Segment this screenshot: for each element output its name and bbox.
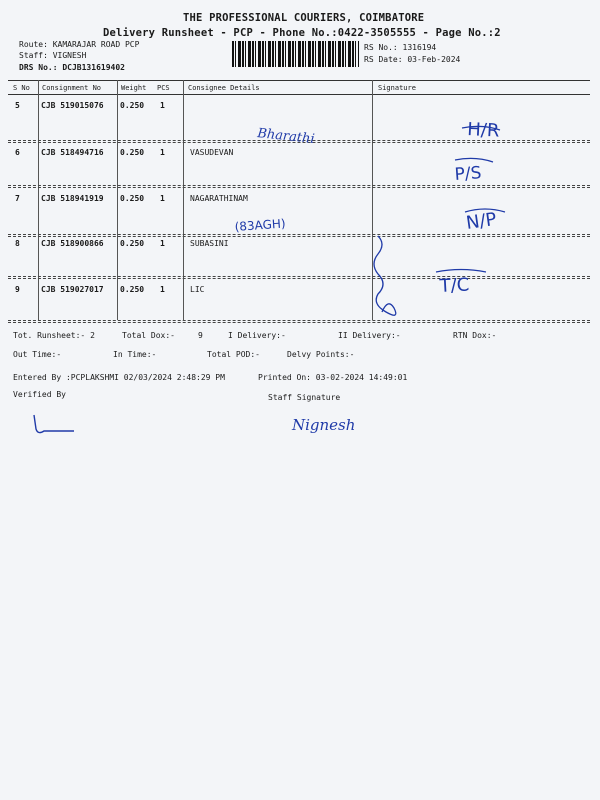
staff-signature-label: Staff Signature: [268, 393, 341, 402]
handwritten-status: N/P: [464, 208, 498, 234]
row-consignment: CJB 518941919: [41, 194, 104, 203]
printed-on: Printed On: 03-02-2024 14:49:01: [258, 373, 408, 382]
row-consignment: CJB 518900866: [41, 239, 104, 248]
col-header-consignment: Consignment No: [42, 84, 102, 92]
route-label: Route: KAMARAJAR ROAD PCP: [19, 40, 140, 49]
row-consignment: CJB 519027017: [41, 285, 104, 294]
row-pcs: 1: [160, 239, 165, 248]
col-header-weight: Weight: [121, 84, 147, 92]
row-sno: 8: [15, 239, 20, 248]
ii-delivery: II Delivery:-: [338, 331, 401, 340]
row-pcs: 1: [160, 194, 165, 203]
verified-signature: [34, 415, 74, 433]
col-header-sno: S No: [13, 84, 30, 92]
col-header-pcs: PCS: [157, 84, 170, 92]
company-title: THE PROFESSIONAL COURIERS, COIMBATORE: [183, 12, 425, 24]
row-consignee: VASUDEVAN: [190, 148, 234, 157]
row-consignee: NAGARATHINAM: [190, 194, 248, 203]
handwritten-name: Bharathi: [256, 126, 316, 147]
handwritten-status: P/S: [453, 163, 483, 185]
row-weight: 0.250: [120, 101, 145, 110]
tot-runsheet: Tot. Runsheet:- 2: [13, 331, 95, 340]
rtn-dox: RTN Dox:-: [453, 331, 497, 340]
col-header-consignee: Consignee Details: [188, 84, 260, 92]
row-sno: 5: [15, 101, 20, 110]
row-sno: 6: [15, 148, 20, 157]
row-pcs: 1: [160, 148, 165, 157]
handwritten-status: H/R: [466, 119, 500, 142]
total-dox-value: 9: [198, 331, 203, 340]
row-pcs: 1: [160, 285, 165, 294]
total-dox-label: Total Dox:-: [122, 331, 175, 340]
runsheet-title: Delivery Runsheet - PCP - Phone No.:0422-3505555 - Page No.:2: [103, 27, 501, 39]
bracket-mark: [374, 236, 396, 315]
row-pcs: 1: [160, 101, 165, 110]
total-pod: Total POD:-: [207, 350, 260, 359]
col-header-signature: Signature: [378, 84, 416, 92]
i-delivery: I Delivery:-: [228, 331, 286, 340]
handwritten-code: (83AGH): [234, 216, 287, 234]
row-sno: 9: [15, 285, 20, 294]
row-weight: 0.250: [120, 148, 145, 157]
row-consignee: SUBASINI: [190, 239, 229, 248]
rs-date: RS Date: 03-Feb-2024: [364, 55, 461, 64]
row-weight: 0.250: [120, 285, 145, 294]
row-consignment: CJB 519015076: [41, 101, 104, 110]
entered-by: Entered By :PCPLAKSHMI 02/03/2024 2:48:29 PM: [13, 373, 225, 382]
verified-by-label: Verified By: [13, 390, 66, 399]
row-sno: 7: [15, 194, 20, 203]
delvy-points: Delvy Points:-: [287, 350, 355, 359]
rs-number: RS No.: 1316194: [364, 43, 437, 52]
in-time: In Time:-: [113, 350, 157, 359]
drs-number: DRS No.: DCJB131619402: [19, 63, 125, 72]
row-consignee: LIC: [190, 285, 205, 294]
handwritten-status: T/C: [439, 274, 470, 297]
staff-signature-ink: Nignesh: [292, 416, 356, 434]
staff-label: Staff: VIGNESH: [19, 51, 87, 60]
row-weight: 0.250: [120, 239, 145, 248]
row-consignment: CJB 518494716: [41, 148, 104, 157]
out-time: Out Time:-: [13, 350, 62, 359]
row-weight: 0.250: [120, 194, 145, 203]
